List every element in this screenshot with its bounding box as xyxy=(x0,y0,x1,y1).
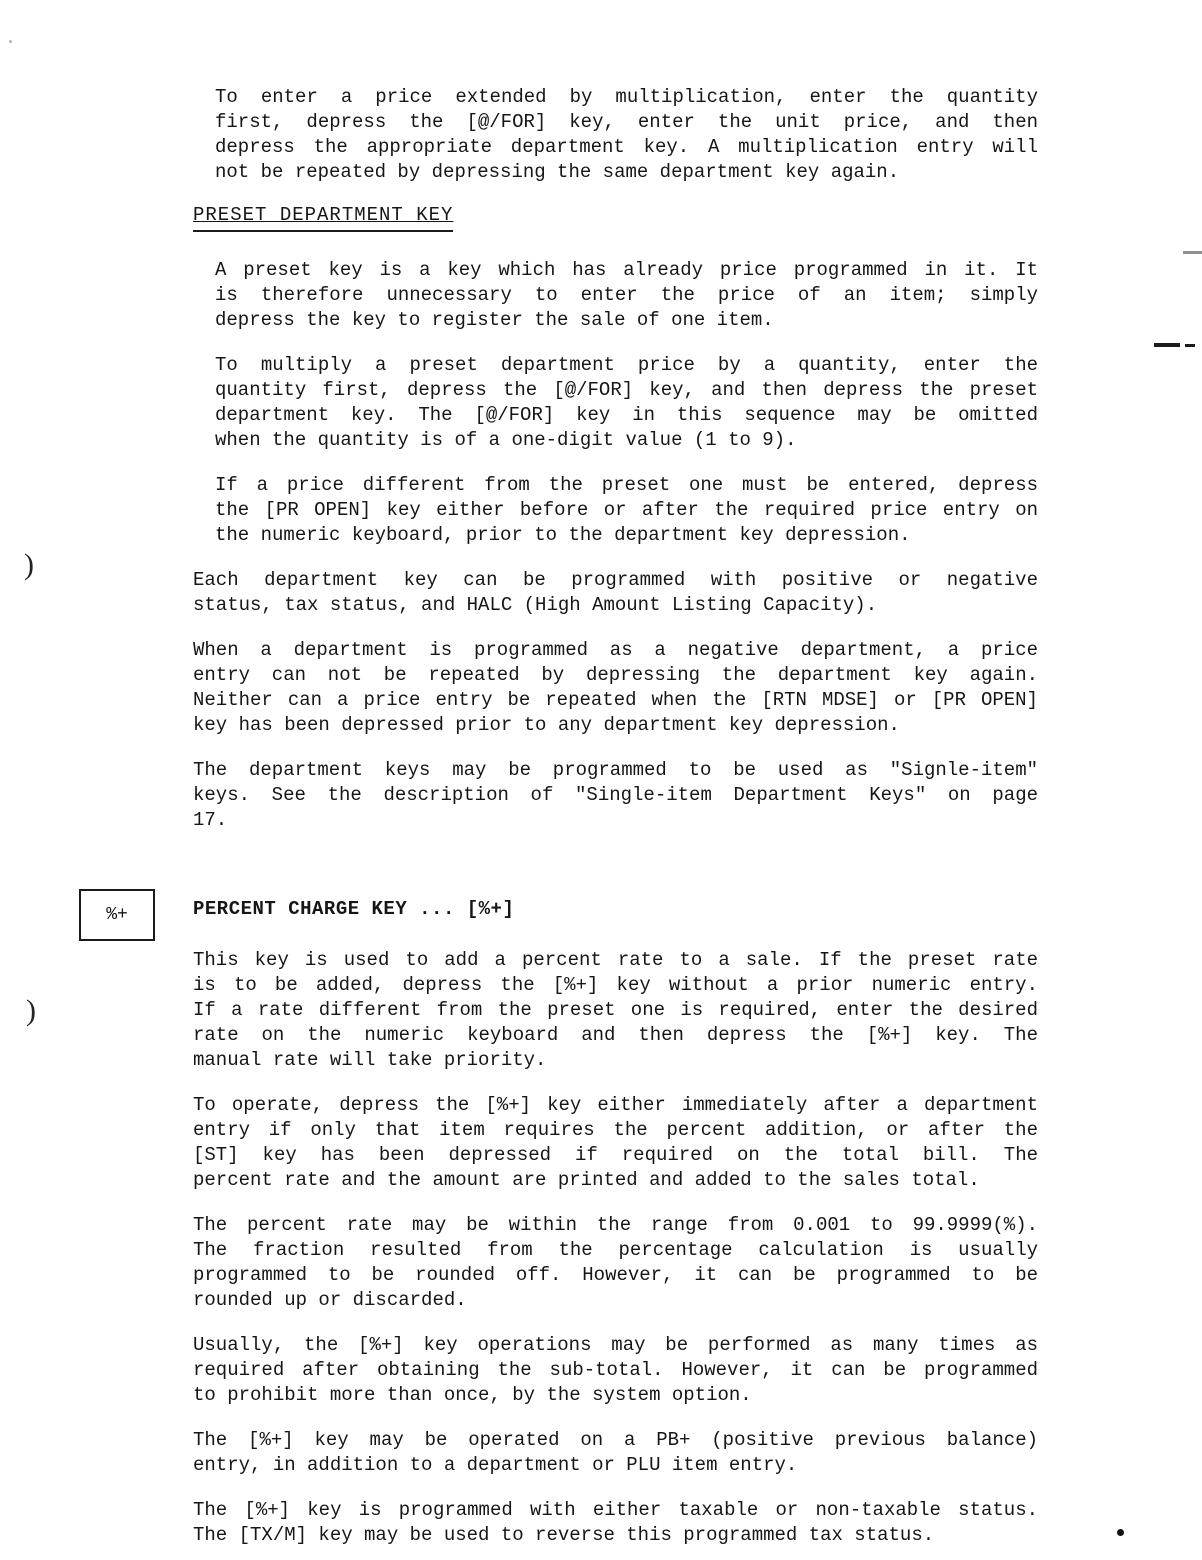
percent-plus-key-label: %+ xyxy=(106,904,128,925)
margin-paren-mark-bottom: ) xyxy=(26,994,36,1027)
text-line: To enter a price extended by multiplication, enter the quantity xyxy=(215,86,1038,108)
text-line: depress the appropriate department key. A multiplication entry will xyxy=(215,136,1038,158)
text-line: Neither can a price entry be repeated when the [RTN MDSE] or [PR OPEN] xyxy=(193,689,1038,711)
text-line: manual rate will take priority. xyxy=(193,1049,547,1071)
text-line: is to be added, depress the [%+] key without a prior numeric entry. xyxy=(193,974,1038,996)
paragraph xyxy=(193,85,1038,185)
section-heading xyxy=(193,203,1038,232)
paragraph xyxy=(193,1498,1038,1548)
text-line: [ST] key has been depressed if required on the total bill. The xyxy=(193,1144,1038,1166)
text-line: The [TX/M] key may be used to reverse this programmed tax status. xyxy=(193,1524,935,1546)
margin-paren-mark-top: ) xyxy=(24,548,34,581)
text-line: If a rate different from the preset one is required, enter the desired xyxy=(193,999,1038,1021)
text-line: To operate, depress the [%+] key either immediately after a department xyxy=(193,1094,1038,1116)
key-section-heading: PERCENT CHARGE KEY ... [%+] xyxy=(193,898,515,920)
text-line: The [%+] key may be operated on a PB+ (positive previous balance) xyxy=(193,1429,1038,1451)
text-line: This key is used to add a percent rate to a sale. If the preset rate xyxy=(193,949,1038,971)
text-line: programmed to be rounded off. However, it can be programmed to be xyxy=(193,1264,1038,1286)
paragraph xyxy=(193,948,1038,1073)
paragraph xyxy=(193,1428,1038,1478)
scan-artifact-speck xyxy=(9,40,12,43)
text-line: is therefore unnecessary to enter the price of an item; simply xyxy=(215,284,1038,306)
scan-artifact-dash-black-small xyxy=(1185,344,1195,347)
key-heading-row xyxy=(106,897,1038,925)
text-line: to prohibit more than once, by the system option. xyxy=(193,1384,752,1406)
paragraph xyxy=(193,1333,1038,1408)
text-column xyxy=(106,85,1038,1548)
text-line: entry can not be repeated by depressing the department key again. xyxy=(193,664,1038,686)
text-line: The [%+] key is programmed with either taxable or non-taxable status. xyxy=(193,1499,1038,1521)
text-line: 17. xyxy=(193,809,228,831)
paragraph xyxy=(193,1213,1038,1313)
text-line: To multiply a preset department price by a quantity, enter the xyxy=(215,354,1038,376)
scan-artifact-dash-black xyxy=(1154,343,1180,347)
paragraph xyxy=(193,258,1038,333)
text-line: the numeric keyboard, prior to the department key depression. xyxy=(215,524,911,546)
text-line: entry if only that item requires the percent addition, or after the xyxy=(193,1119,1038,1141)
paragraph xyxy=(193,758,1038,833)
scan-artifact-ink-dot xyxy=(1117,1529,1124,1536)
text-line: Each department key can be programmed with positive or negative xyxy=(193,569,1038,591)
text-line: when the quantity is of a one-digit value (1 to 9). xyxy=(215,429,797,451)
paragraph xyxy=(193,638,1038,738)
text-line: first, depress the [@/FOR] key, enter the unit price, and then xyxy=(215,111,1038,133)
text-line: quantity first, depress the [@/FOR] key, and then depress the preset xyxy=(215,379,1038,401)
text-line: percent rate and the amount are printed and added to the sales total. xyxy=(193,1169,980,1191)
section-heading-text: PRESET DEPARTMENT KEY xyxy=(193,203,453,232)
text-line: not be repeated by depressing the same department key again. xyxy=(215,161,900,183)
text-line: the [PR OPEN] key either before or after the required price entry on xyxy=(215,499,1038,521)
text-line: rounded up or discarded. xyxy=(193,1289,467,1311)
text-line: status, tax status, and HALC (High Amount Listing Capacity). xyxy=(193,594,878,616)
percent-plus-key-box xyxy=(79,889,155,941)
text-line: entry, in addition to a department or PLU item entry. xyxy=(193,1454,798,1476)
text-line: Usually, the [%+] key operations may be performed as many times as xyxy=(193,1334,1038,1356)
text-line: depress the key to register the sale of one item. xyxy=(215,309,774,331)
text-line: When a department is programmed as a negative department, a price xyxy=(193,639,1038,661)
scan-artifact-dash-gray xyxy=(1183,251,1202,254)
text-line: The department keys may be programmed to be used as "Signle-item" xyxy=(193,759,1038,781)
paragraph xyxy=(193,568,1038,618)
text-line: If a price different from the preset one must be entered, depress xyxy=(215,474,1038,496)
paragraph xyxy=(193,353,1038,453)
text-line: The fraction resulted from the percentage calculation is usually xyxy=(193,1239,1038,1261)
paragraph xyxy=(193,1093,1038,1193)
text-line: keys. See the description of "Single-item Department Keys" on page xyxy=(193,784,1038,806)
text-line: A preset key is a key which has already price programmed in it. It xyxy=(215,259,1038,281)
text-line: required after obtaining the sub-total. However, it can be programmed xyxy=(193,1359,1038,1381)
text-line: The percent rate may be within the range from 0.001 to 99.9999(%). xyxy=(193,1214,1038,1236)
text-line: key has been depressed prior to any department key depression. xyxy=(193,714,900,736)
paragraph xyxy=(193,473,1038,548)
text-line: rate on the numeric keyboard and then depress the [%+] key. The xyxy=(193,1024,1038,1046)
text-line: department key. The [@/FOR] key in this sequence may be omitted xyxy=(215,404,1038,426)
